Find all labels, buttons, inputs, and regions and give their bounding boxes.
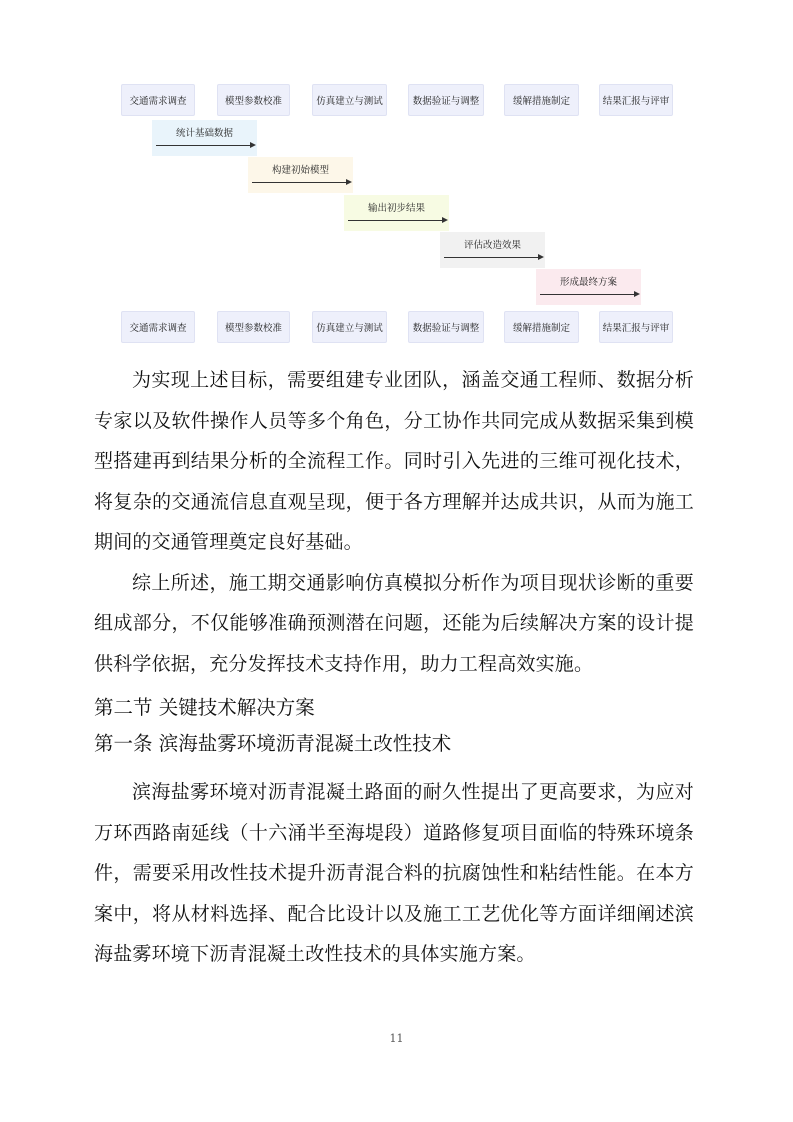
paragraph-salt-fog: 滨海盐雾环境对沥青混凝土路面的耐久性提出了更高要求，为应对万环西路南延线（十六涌半至海堤段）道路修复项目面临的特殊环境条件，需要采用改性技术提升沥青混合料的抗腐蚀性和粘结性能。在本方案中，将从材料选择、配合比设计以及施工工艺优化等方面详细阐述滨海盐雾环境下沥青混凝土改性技术的具体实施方案。 — [94, 781, 694, 965]
top-box-3: 仿真建立与测试 — [312, 84, 387, 116]
body-text-1 — [94, 360, 694, 684]
step-2-arrow-icon — [252, 182, 347, 183]
step-4-label: 评估改造效果 — [463, 240, 521, 251]
step-4-arrow-icon — [444, 257, 539, 258]
top-box-5: 缓解措施制定 — [504, 84, 579, 116]
step-5-arrow-icon — [540, 294, 635, 295]
body-text-3 — [94, 772, 694, 975]
bottom-box-2: 模型参数校准 — [217, 311, 290, 343]
step-4 — [440, 232, 545, 268]
section-heading: 第二节 关键技术解决方案 — [94, 696, 315, 719]
step-3-label: 输出初步结果 — [367, 203, 425, 214]
step-5-label: 形成最终方案 — [559, 277, 617, 288]
step-2 — [248, 157, 353, 193]
top-box-2: 模型参数校准 — [217, 84, 290, 116]
bottom-box-5: 缓解措施制定 — [504, 311, 579, 343]
body-text-2 — [94, 690, 694, 762]
step-2-label: 构建初始模型 — [271, 165, 329, 176]
step-5 — [536, 269, 641, 305]
paragraph-team: 为实现上述目标，需要组建专业团队，涵盖交通工程师、数据分析专家以及软件操作人员等多个角色，分工协作共同完成从数据采集到模型搭建再到结果分析的全流程工作。同时引入先进的三维可视化技术，将复杂的交通流信息直观呈现，便于各方理解并达成共识，从而为施工期间的交通管理奠定良好基础。 — [94, 369, 694, 553]
step-1-label: 统计基础数据 — [175, 128, 233, 139]
top-box-6: 结果汇报与评审 — [599, 84, 673, 116]
bottom-box-6: 结果汇报与评审 — [599, 311, 673, 343]
article-heading: 第一条 滨海盐雾环境沥青混凝土改性技术 — [94, 732, 452, 755]
step-1-arrow-icon — [156, 145, 251, 146]
page-number: 11 — [389, 1032, 404, 1045]
top-box-1: 交通需求调查 — [121, 84, 195, 116]
step-3-arrow-icon — [348, 220, 443, 221]
step-1 — [152, 120, 257, 156]
paragraph-summary: 综上所述，施工期交通影响仿真模拟分析作为项目现状诊断的重要组成部分，不仅能够准确预测潜在问题，还能为后续解决方案的设计提供科学依据，充分发挥技术支持作用，助力工程高效实施。 — [94, 571, 694, 675]
bottom-box-4: 数据验证与调整 — [408, 311, 484, 343]
step-3 — [344, 195, 449, 231]
workflow-diagram — [0, 0, 793, 350]
bottom-box-1: 交通需求调查 — [121, 311, 195, 343]
top-box-4: 数据验证与调整 — [408, 84, 484, 116]
bottom-box-3: 仿真建立与测试 — [312, 311, 387, 343]
